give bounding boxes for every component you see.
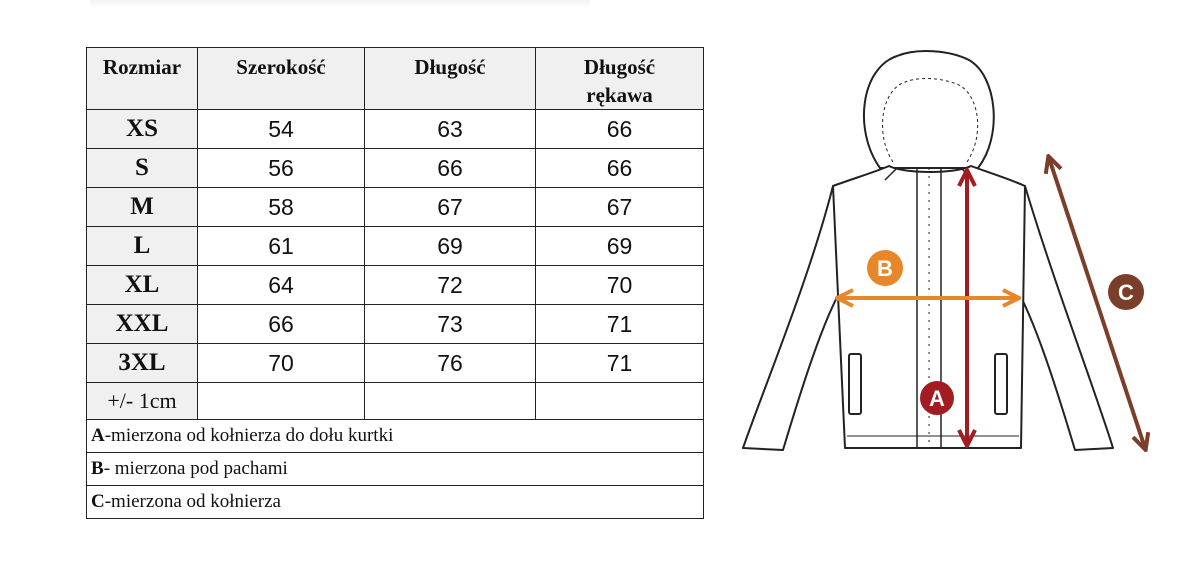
width-cell: 70 xyxy=(198,344,365,383)
table-row xyxy=(87,227,704,266)
sleeve-cell: 67 xyxy=(536,188,704,227)
jacket-diagram xyxy=(735,40,1165,470)
note-text: -mierzona od kołnierza do dołu kurtki xyxy=(104,425,394,446)
width-cell: 61 xyxy=(198,227,365,266)
sleeve-cell: 70 xyxy=(536,266,704,305)
table-row xyxy=(87,188,704,227)
label-a: A xyxy=(929,386,945,411)
note-letter: C xyxy=(91,491,105,512)
note-c xyxy=(87,486,704,519)
header-width: Szerokość xyxy=(198,48,365,110)
table-row xyxy=(87,344,704,383)
length-cell: 73 xyxy=(365,305,536,344)
length-cell: 69 xyxy=(365,227,536,266)
length-cell: 63 xyxy=(365,110,536,149)
note-row-a xyxy=(87,420,704,453)
size-cell: XL xyxy=(87,266,198,305)
length-cell: 76 xyxy=(365,344,536,383)
empty-cell xyxy=(365,383,536,420)
sleeve-cell: 66 xyxy=(536,149,704,188)
length-cell: 72 xyxy=(365,266,536,305)
size-cell: XS xyxy=(87,110,198,149)
sleeve-cell: 66 xyxy=(536,110,704,149)
width-cell: 54 xyxy=(198,110,365,149)
size-cell: M xyxy=(87,188,198,227)
width-cell: 64 xyxy=(198,266,365,305)
header-sleeve-length: Długość rękawa xyxy=(536,48,704,110)
table-row xyxy=(87,149,704,188)
sleeve-cell: 69 xyxy=(536,227,704,266)
length-cell: 66 xyxy=(365,149,536,188)
size-cell: L xyxy=(87,227,198,266)
length-cell: 67 xyxy=(365,188,536,227)
note-row-c xyxy=(87,486,704,519)
width-cell: 56 xyxy=(198,149,365,188)
note-b xyxy=(87,453,704,486)
label-b: B xyxy=(877,256,893,281)
table-row xyxy=(87,110,704,149)
width-cell: 66 xyxy=(198,305,365,344)
sleeve-cell: 71 xyxy=(536,305,704,344)
top-shade xyxy=(90,0,590,8)
tolerance-row xyxy=(87,383,704,420)
header-length: Długość xyxy=(365,48,536,110)
width-cell: 58 xyxy=(198,188,365,227)
note-letter: B xyxy=(91,458,104,479)
empty-cell xyxy=(198,383,365,420)
sleeve-cell: 71 xyxy=(536,344,704,383)
size-cell: XXL xyxy=(87,305,198,344)
note-text: - mierzona pod pachami xyxy=(103,458,288,479)
header-size: Rozmiar xyxy=(87,48,198,110)
table-row xyxy=(87,266,704,305)
label-c: C xyxy=(1118,280,1134,305)
table-row xyxy=(87,305,704,344)
size-cell: 3XL xyxy=(87,344,198,383)
empty-cell xyxy=(536,383,704,420)
note-text: -mierzona od kołnierza xyxy=(104,491,281,512)
table-header-row xyxy=(87,48,704,110)
size-table xyxy=(86,47,704,519)
size-cell: S xyxy=(87,149,198,188)
note-a xyxy=(87,420,704,453)
tolerance-cell: +/- 1cm xyxy=(87,383,198,420)
note-row-b xyxy=(87,453,704,486)
note-letter: A xyxy=(91,425,105,446)
